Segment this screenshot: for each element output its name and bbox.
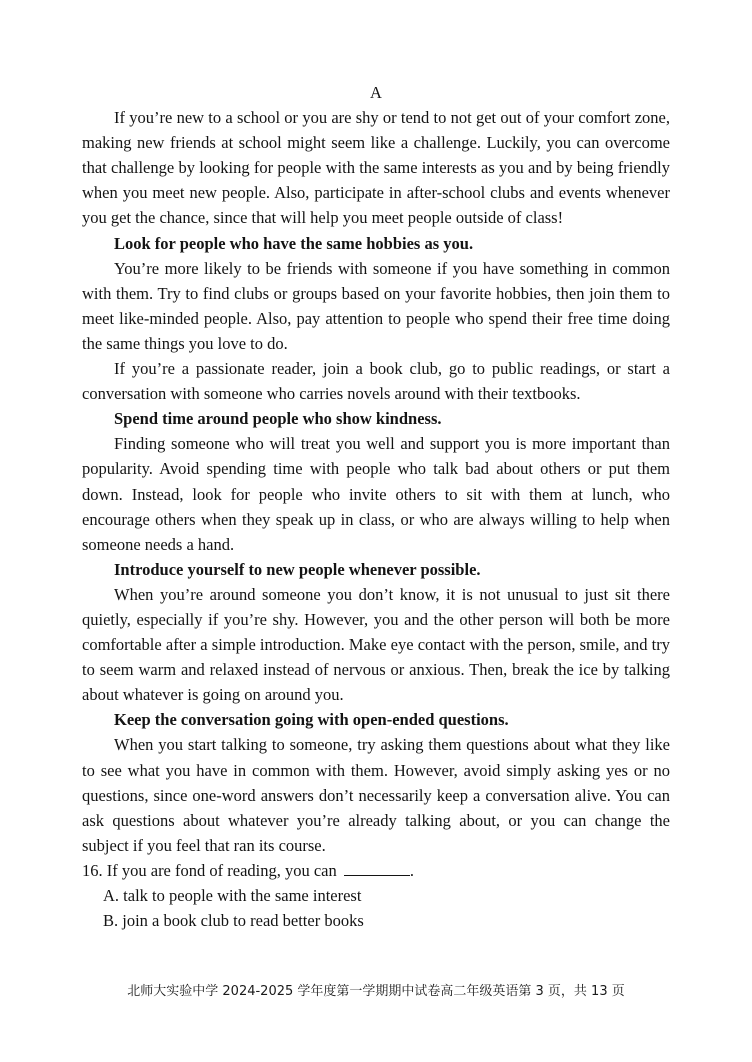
paragraph: Finding someone who will treat you well and support you is more important than popularity. Avoid spending time with people who talk bad about others or put them down. Instead, look for people who invite others to sit with them at lunch, who encourage others when they speak up in class, or who are always willing to help when someone needs a hand. [82, 434, 670, 554]
option-b [82, 908, 670, 933]
question-stem: If you are fond of reading, you can [106, 860, 337, 880]
paragraph: You’re more likely to be friends with someone if you have something in common with them. Try to find clubs or groups based on your favorite hobbies, then join them to meet like-minded people. Also, pay attention to people who spend their free time doing the same things you love to do. [82, 258, 670, 353]
option-label: A. [103, 886, 120, 905]
section-heading-kindness: Spend time around people who show kindness. [114, 409, 442, 429]
paragraph: When you start talking to someone, try asking them questions about what they like to see what you have in common with them. However, avoid simply asking yes or no questions, since one-word answers don’t necessarily keep a conversation alive. You can ask questions about whatever you’re already talking about, or you can change the subject if you feel that ran its course. [82, 735, 670, 855]
exam-page [82, 80, 670, 933]
question-number: 16. [82, 860, 103, 880]
option-text: join a book club to read better books [122, 911, 364, 931]
question-16 [82, 858, 670, 883]
answer-blank [344, 861, 410, 876]
option-label: B. [103, 911, 119, 931]
section-heading-hobbies: Look for people who have the same hobbies as you. [114, 233, 474, 253]
paragraph: When you’re around someone you don’t know, it is not unusual to just sit there quietly, especially if you’re shy. However, you and the other person will both be more comfortable after a simple introduction. Make eye contact with the person, smile, and try to seem warm and relaxed instead of nervous or anxious. Then, break the ice by talking about whatever is going on around you. [82, 584, 670, 705]
section-letter: A [370, 83, 382, 102]
option-text: talk to people with the same interest [123, 886, 362, 905]
question-end-punct: . [409, 860, 414, 880]
page-footer: 北师大实验中学 2024-2025 学年度第一学期期中试卷高二年级英语第 3 页，共 13 页 [127, 984, 625, 999]
option-a [82, 883, 670, 908]
section-heading-introduce: Introduce yourself to new people whenever possible. [114, 559, 481, 579]
paragraph: If you’re a passionate reader, join a book club, go to public readings, or start a conversation with someone who carries novels around with their textbooks. [82, 359, 670, 404]
intro-paragraph: If you’re new to a school or you are shy or tend to not get out of your comfort zone, making new friends at school might seem like a challenge. Luckily, you can overcome that challenge by looking for people with the same interests as you and by being friendly when you meet new people. Also, participate in after-school clubs and events whenever you get the chance, since that will help you meet people outside of class! [82, 108, 670, 228]
section-heading-conversation: Keep the conversation going with open-ended questions. [114, 710, 509, 730]
